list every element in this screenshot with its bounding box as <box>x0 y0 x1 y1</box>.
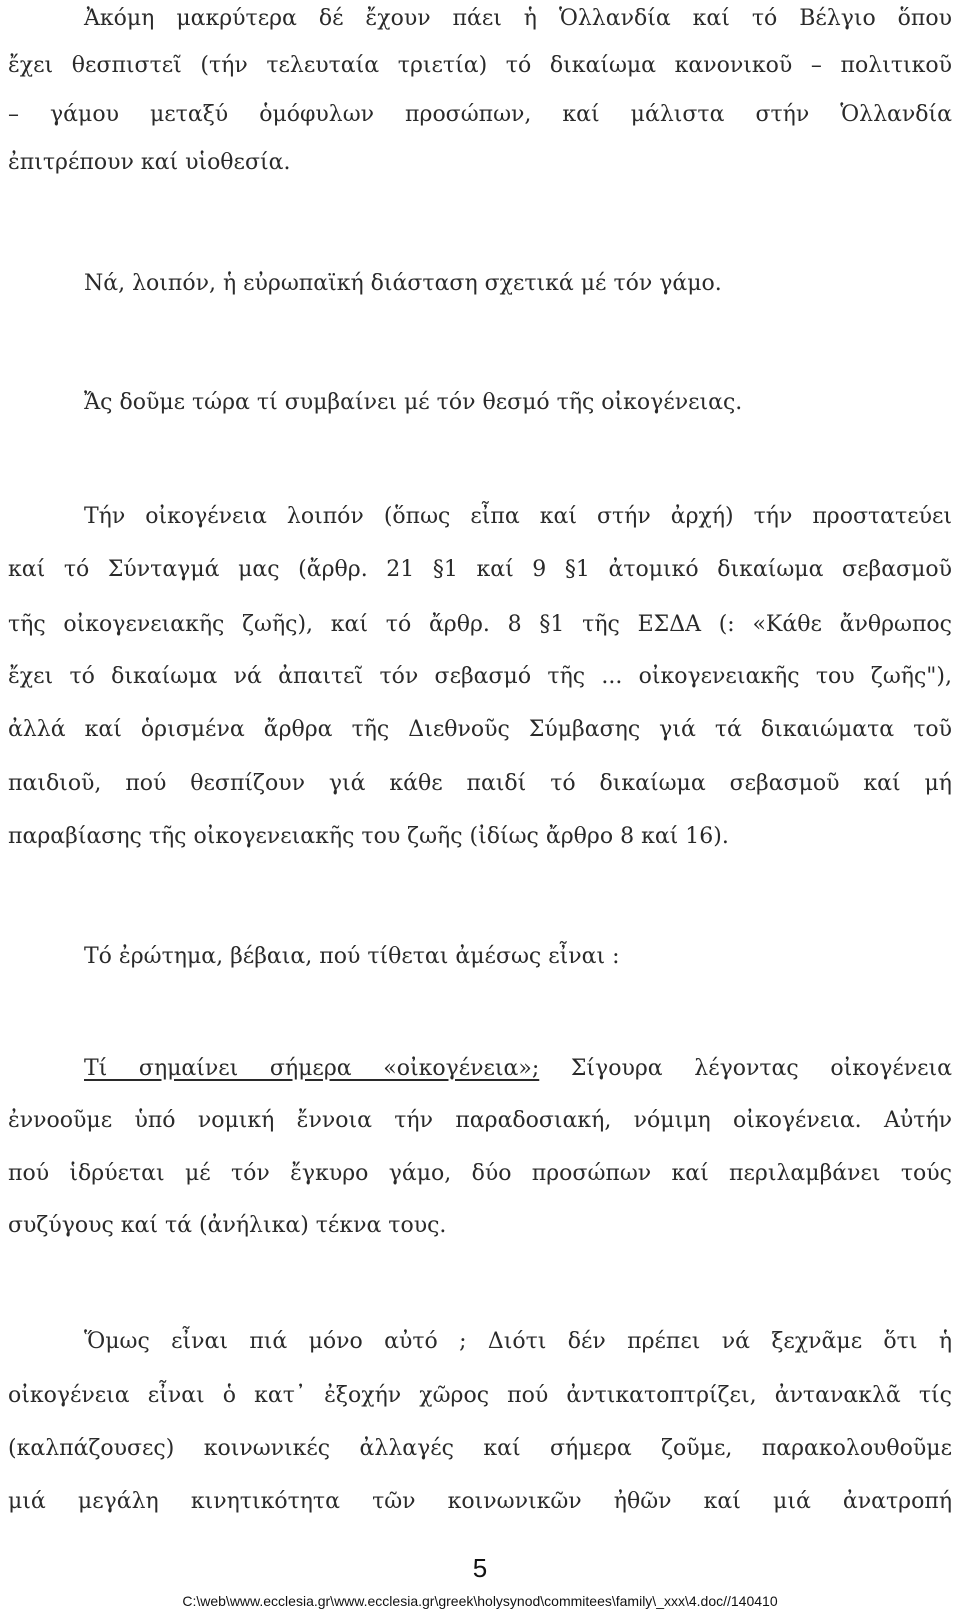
paragraph-1-line-2: ἔχει θεσπιστεῖ (τήν τελευταία τριετία) τό δικαίωμα κανονικοῦ – πολιτικοῦ <box>8 53 952 78</box>
paragraph-7-line-2: οἰκογένεια εἶναι ὁ κατ᾿ ἐξοχήν χῶρος πού ἀντικατοπτρίζει, ἀντανακλᾶ τίς <box>8 1383 952 1408</box>
paragraph-1-line-3: – γάμου μεταξύ ὁμόφυλων προσώπων, καί μάλιστα στήν Ὁλλανδία <box>8 102 952 127</box>
paragraph-7-line-1: Ὅμως εἶναι πιά μόνο αὐτό ; Διότι δέν πρέπει νά ξεχνᾶμε ὅτι ἡ <box>84 1329 952 1354</box>
paragraph-4-line-2: καί τό Σύνταγμά μας (ἄρθρ. 21 §1 καί 9 §1 ἀτομικό δικαίωμα σεβασμοῦ <box>8 557 952 582</box>
page-number: 5 <box>472 1553 488 1583</box>
paragraph-7-line-4: μιά μεγάλη κινητικότητα τῶν κοινωνικῶν ἠθῶν καί μιά ἀνατροπή <box>8 1489 952 1514</box>
paragraph-1-line-4: ἐπιτρέπουν καί υἱοθεσία. <box>8 150 291 175</box>
paragraph-4-line-7: παραβίασης τῆς οἰκογενειακῆς του ζωῆς (ἰδίως ἄρθρο 8 καί 16). <box>8 824 729 849</box>
paragraph-6-line-4: συζύγους καί τά (ἀνήλικα) τέκνα τους. <box>8 1213 447 1238</box>
paragraph-4-line-5: ἀλλά καί ὁρισμένα ἄρθρα τῆς Διεθνοῦς Σύμβασης γιά τά δικαιώματα τοῦ <box>8 717 952 742</box>
question-underlined: Τί σημαίνει σήμερα «οἰκογένεια»; <box>84 1056 540 1081</box>
paragraph-5: Τό ἐρώτημα, βέβαια, πού τίθεται ἀμέσως εἶναι : <box>84 944 620 969</box>
document-page <box>8 0 952 1621</box>
paragraph-2: Νά, λοιπόν, ἡ εὐρωπαϊκή διάσταση σχετικά μέ τόν γάμο. <box>84 271 722 296</box>
paragraph-1-line-1: Ἀκόμη μακρύτερα δέ ἔχουν πάει ἡ Ὁλλανδία καί τό Βέλγιο ὅπου <box>84 6 952 31</box>
paragraph-4-line-4: ἔχει τό δικαίωμα νά ἀπαιτεῖ τόν σεβασμό τῆς ... οἰκογενειακῆς του ζωῆς"), <box>8 664 952 689</box>
paragraph-4-line-1: Τήν οἰκογένεια λοιπόν (ὅπως εἶπα καί στήν ἀρχή) τήν προστατεύει <box>84 504 952 529</box>
paragraph-6-line-3: πού ἱδρύεται μέ τόν ἔγκυρο γάμο, δύο προσώπων καί περιλαμβάνει τούς <box>8 1161 952 1186</box>
paragraph-6-line-2: ἐννοοῦμε ὑπό νομική ἔννοια τήν παραδοσιακή, νόμιμη οἰκογένεια. Αὐτήν <box>8 1108 952 1133</box>
paragraph-6-line-1-rest: Σίγουρα λέγοντας οἰκογένεια <box>539 1056 952 1081</box>
paragraph-6-line-1 <box>8 1052 952 1086</box>
paragraph-7-line-3: (καλπάζουσες) κοινωνικές ἀλλαγές καί σήμερα ζοῦμε, παρακολουθοῦμε <box>8 1436 952 1461</box>
paragraph-4-line-6: παιδιοῦ, πού θεσπίζουν γιά κάθε παιδί τό δικαίωμα σεβασμοῦ καί μή <box>8 771 952 796</box>
paragraph-3: Ἄς δοῦμε τώρα τί συμβαίνει μέ τόν θεσμό τῆς οἰκογένειας. <box>84 390 743 415</box>
paragraph-4-line-3: τῆς οἰκογενειακῆς ζωῆς), καί τό ἄρθρ. 8 §1 τῆς ΕΣΔΑ (: «Κάθε ἄνθρωπος <box>8 612 952 637</box>
footer-file-path: C:\web\www.ecclesia.gr\www.ecclesia.gr\greek\holysynod\commitees\family\_xxx\4.doc//140410 <box>182 1593 778 1609</box>
